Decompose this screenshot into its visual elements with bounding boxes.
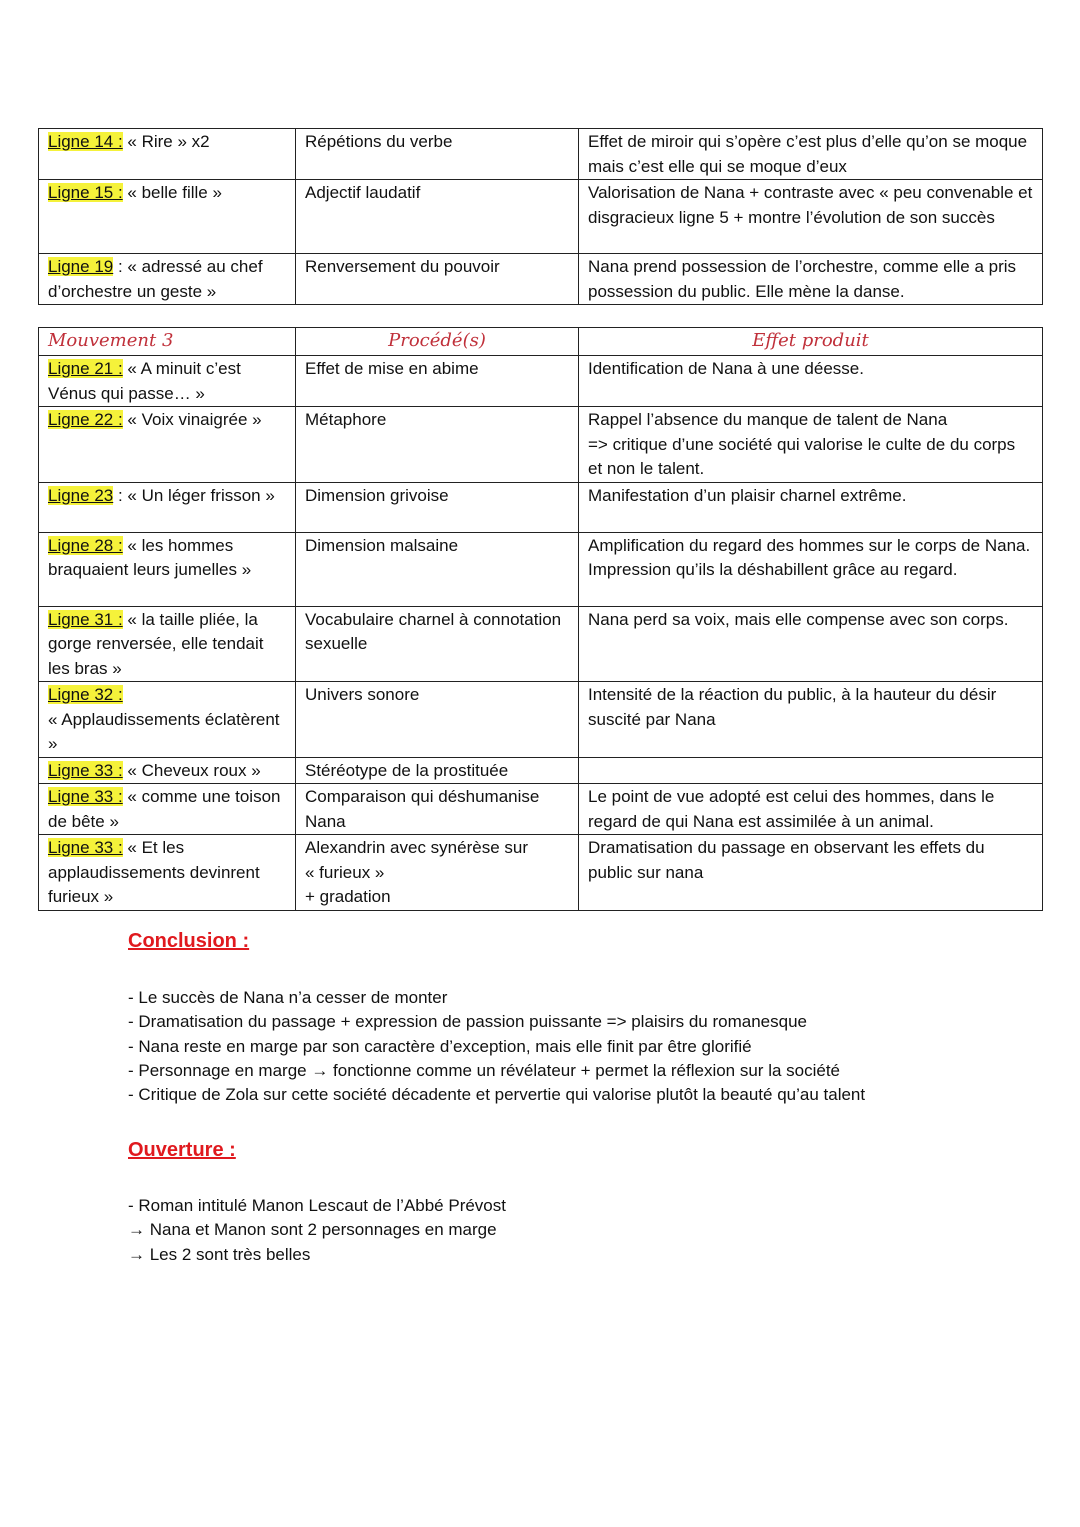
table-row: [39, 606, 1043, 682]
effet-cell: Rappel l’absence du manque de talent de Nana => critique d’une société qui valorise le culte de du corps et non le talent.: [579, 407, 1043, 483]
table-row: [39, 180, 1043, 254]
procede-cell: Vocabulaire charnel à connotation sexuelle: [296, 606, 579, 682]
effet-cell: Nana perd sa voix, mais elle compense avec son corps.: [579, 606, 1043, 682]
line-ref: Ligne 32 :: [48, 685, 123, 704]
table-row: [39, 356, 1043, 407]
procede-cell: Métaphore: [296, 407, 579, 483]
procede-cell: Alexandrin avec synérèse sur « furieux » + gradation: [296, 835, 579, 911]
procede-cell: Répétions du verbe: [296, 129, 579, 180]
procede-cell: Dimension malsaine: [296, 532, 579, 606]
line-ref: Ligne 22 :: [48, 410, 123, 429]
citation-cell: [39, 532, 296, 606]
line-ref: Ligne 15 :: [48, 183, 123, 202]
effet-cell: Nana prend possession de l’orchestre, comme elle a pris possession du public. Elle mène la danse.: [579, 254, 1043, 305]
table-row: [39, 682, 1043, 758]
table-row: [39, 407, 1043, 483]
procede-cell: Adjectif laudatif: [296, 180, 579, 254]
citation-cell: [39, 356, 296, 407]
quote: « les hommes braquaient leurs jumelles »: [48, 535, 252, 579]
table-row: [39, 784, 1043, 835]
line-ref: Ligne 21 :: [48, 359, 123, 378]
citation-cell: [39, 682, 296, 758]
citation-cell: [39, 606, 296, 682]
quote: « A minuit c’est Vénus qui passe… »: [48, 359, 241, 403]
procede-cell: Stéréotype de la prostituée: [296, 757, 579, 784]
table-row: [39, 757, 1043, 784]
mouvement-header: Mouvement 3: [39, 328, 296, 356]
line-ref: Ligne 23: [48, 485, 114, 505]
line-ref: Ligne 19: [48, 257, 114, 276]
list-item: - Le succès de Nana n’a cesser de monter: [128, 988, 448, 1007]
analysis-table-mouvement-3: [38, 327, 1043, 911]
effet-cell: Identification de Nana à une déesse.: [579, 356, 1043, 407]
conclusion-title: Conclusion :: [128, 930, 250, 952]
table-header-row: [39, 328, 1043, 356]
effet-cell: Dramatisation du passage en observant les effets du public sur nana: [579, 835, 1043, 911]
list-item: - Dramatisation du passage + expression de passion puissante => plaisirs du romanesque: [128, 1012, 807, 1032]
procede-cell: Univers sonore: [296, 682, 579, 758]
line-ref: Ligne 28 :: [48, 535, 123, 555]
line-ref: Ligne 33 :: [48, 787, 123, 806]
procede-cell: Renversement du pouvoir: [296, 254, 579, 305]
quote: « Et les applaudissements devinrent furieux »: [48, 838, 260, 906]
line-ref: Ligne 14 :: [48, 132, 123, 151]
table-row: [39, 835, 1043, 911]
quote: « Applaudissements éclatèrent »: [48, 709, 280, 753]
quote: « belle fille »: [122, 183, 222, 202]
effet-cell: Amplification du regard des hommes sur le corps de Nana. Impression qu’ils la déshabillent grâce au regard.: [579, 532, 1043, 606]
quote: « Cheveux roux »: [122, 760, 261, 780]
list-item: - Critique de Zola sur cette société décadente et pervertie qui valorise plutôt la beauté qu’au talent: [128, 1085, 866, 1105]
list-item: - Roman intitulé Manon Lescaut de l’Abbé Prévost: [128, 1196, 506, 1215]
list-item: → Nana et Manon sont 2 personnages en marge: [128, 1220, 497, 1240]
line-ref: Ligne 33 :: [48, 760, 123, 780]
ouverture-list: [128, 1194, 506, 1267]
quote: « Rire » x2: [122, 132, 210, 151]
citation-cell: [39, 254, 296, 305]
ouverture-title: Ouverture :: [128, 1139, 236, 1161]
line-ref: Ligne 31 :: [48, 609, 123, 629]
quote: « comme une toison de bête »: [48, 787, 281, 831]
table-row: [39, 129, 1043, 180]
citation-cell: [39, 180, 296, 254]
table-row: [39, 532, 1043, 606]
procede-cell: Dimension grivoise: [296, 482, 579, 532]
table-row: [39, 482, 1043, 532]
effet-cell: Intensité de la réaction du public, à la hauteur du désir suscité par Nana: [579, 682, 1043, 758]
citation-cell: [39, 129, 296, 180]
quote: : « Un léger frisson »: [113, 485, 275, 505]
list-item: → Les 2 sont très belles: [128, 1244, 311, 1264]
analysis-table-part-1: [38, 128, 1043, 305]
procede-header: Procédé(s): [296, 328, 579, 356]
table-row: [39, 254, 1043, 305]
effet-cell: Le point de vue adopté est celui des hommes, dans le regard de qui Nana est assimilée à un animal.: [579, 784, 1043, 835]
procede-cell: Effet de mise en abime: [296, 356, 579, 407]
citation-cell: [39, 482, 296, 532]
effet-header: Effet produit: [579, 328, 1043, 356]
citation-cell: [39, 784, 296, 835]
conclusion-list: [128, 986, 865, 1107]
citation-cell: [39, 757, 296, 784]
line-ref: Ligne 33 :: [48, 838, 123, 857]
effet-cell: [579, 757, 1043, 784]
quote: : « adressé au chef d’orchestre un geste »: [48, 257, 263, 301]
effet-cell: Valorisation de Nana + contraste avec « peu convenable et disgracieux ligne 5 + montre l’évolution de son succès: [579, 180, 1043, 254]
effet-cell: Effet de miroir qui s’opère c’est plus d’elle qu’on se moque mais c’est elle qui se moque d’eux: [579, 129, 1043, 180]
quote: « la taille pliée, la gorge renversée, elle tendait les bras »: [48, 609, 264, 678]
list-item: - Personnage en marge → fonctionne comme un révélateur + permet la réflexion sur la société: [128, 1060, 841, 1080]
effet-cell: Manifestation d’un plaisir charnel extrême.: [579, 482, 1043, 532]
citation-cell: [39, 407, 296, 483]
quote: « Voix vinaigrée »: [122, 410, 262, 429]
citation-cell: [39, 835, 296, 911]
list-item: - Nana reste en marge par son caractère d’exception, mais elle finit par être glorifié: [128, 1036, 752, 1056]
procede-cell: Comparaison qui déshumanise Nana: [296, 784, 579, 835]
